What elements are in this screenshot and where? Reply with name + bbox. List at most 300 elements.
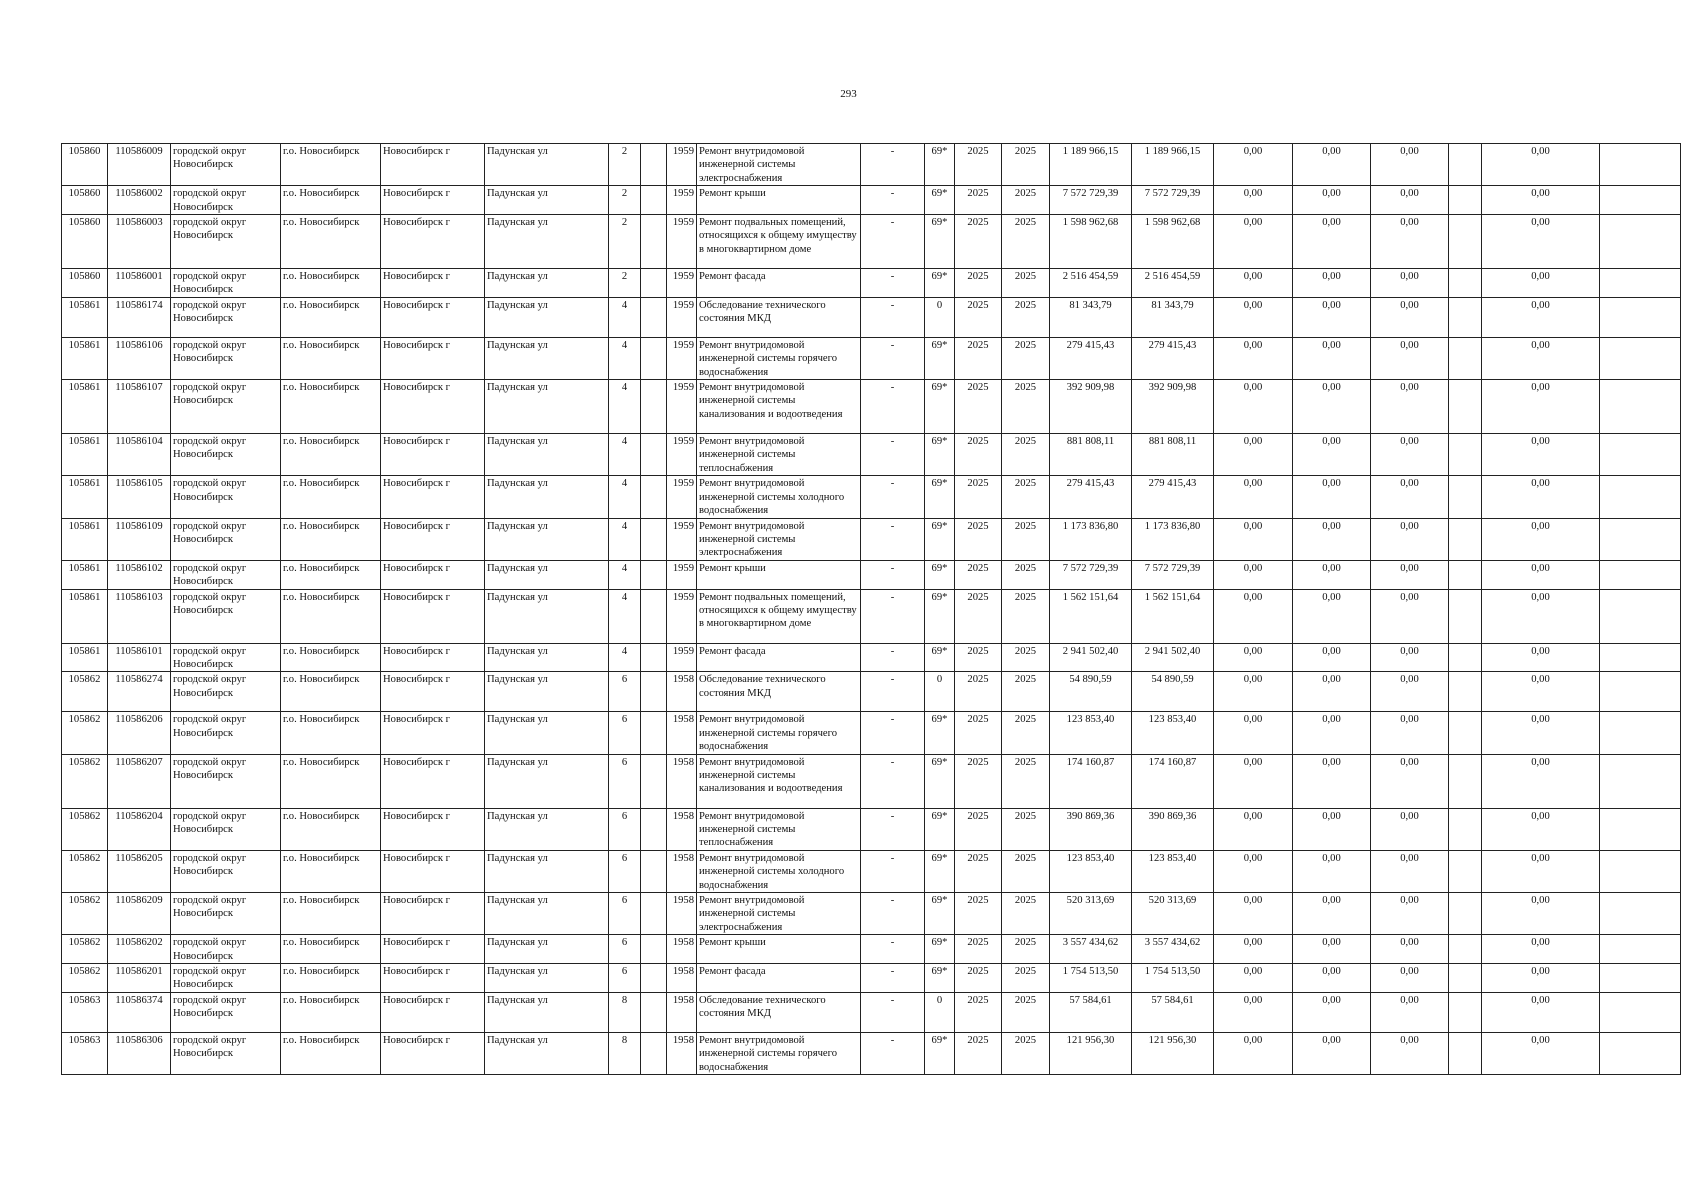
cell-value-1: 0,00 <box>1214 850 1293 892</box>
cell-value-2: 0,00 <box>1293 808 1371 850</box>
cell-value-2: 0,00 <box>1293 380 1371 434</box>
cell-empty-3 <box>1600 1032 1681 1074</box>
cell-dash: - <box>861 964 925 993</box>
cell-cost-fund: 7 572 729,39 <box>1132 560 1214 589</box>
cell-end-year: 2025 <box>1002 935 1050 964</box>
cell-build-year: 1958 <box>667 992 697 1032</box>
table-row <box>62 1032 1681 1074</box>
cell-district: г.о. Новосибирск <box>281 850 381 892</box>
cell-cost-total: 392 909,98 <box>1050 380 1132 434</box>
cell-street: Падунская ул <box>485 215 609 269</box>
cell-empty-2 <box>1449 1032 1482 1074</box>
cell-empty-3 <box>1600 935 1681 964</box>
cell-cost-fund: 57 584,61 <box>1132 992 1214 1032</box>
cell-municipality: городской округ Новосибирск <box>171 434 281 476</box>
cell-start-year: 2025 <box>955 754 1002 808</box>
cell-house-id: 105863 <box>62 992 108 1032</box>
table-body <box>62 144 1681 1075</box>
cell-house-number: 6 <box>609 712 641 754</box>
table-row <box>62 992 1681 1032</box>
cell-cost-total: 81 343,79 <box>1050 297 1132 337</box>
cell-district: г.о. Новосибирск <box>281 754 381 808</box>
cell-value-5: 0,00 <box>1482 380 1600 434</box>
cell-empty-2 <box>1449 269 1482 298</box>
cell-build-year: 1959 <box>667 337 697 379</box>
cell-build-year: 1959 <box>667 518 697 560</box>
cell-wear: 69* <box>925 589 955 643</box>
cell-build-year: 1958 <box>667 935 697 964</box>
cell-build-year: 1959 <box>667 589 697 643</box>
cell-house-id: 105861 <box>62 434 108 476</box>
cell-value-5: 0,00 <box>1482 754 1600 808</box>
cell-value-3: 0,00 <box>1371 380 1449 434</box>
cell-wear: 0 <box>925 992 955 1032</box>
cell-value-1: 0,00 <box>1214 380 1293 434</box>
cell-cost-total: 57 584,61 <box>1050 992 1132 1032</box>
cell-value-5: 0,00 <box>1482 560 1600 589</box>
cell-district: г.о. Новосибирск <box>281 476 381 518</box>
cell-work-code: 110586104 <box>108 434 171 476</box>
cell-work-type: Ремонт внутридомовой инженерной системы теплоснабжения <box>697 434 861 476</box>
cell-cost-fund: 1 189 966,15 <box>1132 144 1214 186</box>
cell-build-year: 1959 <box>667 380 697 434</box>
cell-start-year: 2025 <box>955 337 1002 379</box>
cell-street: Падунская ул <box>485 560 609 589</box>
cell-cost-total: 7 572 729,39 <box>1050 560 1132 589</box>
cell-end-year: 2025 <box>1002 476 1050 518</box>
cell-empty-3 <box>1600 269 1681 298</box>
cell-cost-total: 123 853,40 <box>1050 712 1132 754</box>
cell-end-year: 2025 <box>1002 186 1050 215</box>
cell-house-number: 4 <box>609 337 641 379</box>
cell-cost-total: 2 516 454,59 <box>1050 269 1132 298</box>
cell-value-2: 0,00 <box>1293 337 1371 379</box>
cell-dash: - <box>861 215 925 269</box>
cell-work-code: 110586207 <box>108 754 171 808</box>
cell-street: Падунская ул <box>485 754 609 808</box>
cell-house-number: 4 <box>609 643 641 672</box>
cell-end-year: 2025 <box>1002 1032 1050 1074</box>
cell-start-year: 2025 <box>955 434 1002 476</box>
cell-city: Новосибирск г <box>381 518 485 560</box>
cell-value-1: 0,00 <box>1214 712 1293 754</box>
cell-end-year: 2025 <box>1002 712 1050 754</box>
cell-work-type: Ремонт внутридомовой инженерной системы электроснабжения <box>697 144 861 186</box>
cell-value-1: 0,00 <box>1214 893 1293 935</box>
cell-house-id: 105862 <box>62 893 108 935</box>
cell-work-code: 110586102 <box>108 560 171 589</box>
cell-house-number: 6 <box>609 850 641 892</box>
cell-municipality: городской округ Новосибирск <box>171 337 281 379</box>
cell-value-2: 0,00 <box>1293 269 1371 298</box>
cell-house-number: 2 <box>609 144 641 186</box>
table-row <box>62 850 1681 892</box>
cell-empty-2 <box>1449 893 1482 935</box>
cell-municipality: городской округ Новосибирск <box>171 1032 281 1074</box>
cell-work-type: Ремонт внутридомовой инженерной системы электроснабжения <box>697 518 861 560</box>
cell-house-number: 4 <box>609 297 641 337</box>
cell-cost-total: 54 890,59 <box>1050 672 1132 712</box>
cell-work-code: 110586209 <box>108 893 171 935</box>
cell-municipality: городской округ Новосибирск <box>171 518 281 560</box>
cell-cost-fund: 2 516 454,59 <box>1132 269 1214 298</box>
cell-empty-3 <box>1600 672 1681 712</box>
cell-house-id: 105860 <box>62 269 108 298</box>
cell-build-year: 1959 <box>667 476 697 518</box>
cell-value-3: 0,00 <box>1371 672 1449 712</box>
cell-street: Падунская ул <box>485 337 609 379</box>
cell-value-5: 0,00 <box>1482 215 1600 269</box>
cell-empty <box>641 380 667 434</box>
cell-start-year: 2025 <box>955 476 1002 518</box>
cell-empty <box>641 992 667 1032</box>
cell-district: г.о. Новосибирск <box>281 215 381 269</box>
cell-city: Новосибирск г <box>381 893 485 935</box>
cell-empty <box>641 672 667 712</box>
cell-empty-3 <box>1600 476 1681 518</box>
cell-dash: - <box>861 808 925 850</box>
cell-work-type: Ремонт фасада <box>697 964 861 993</box>
cell-value-3: 0,00 <box>1371 754 1449 808</box>
cell-street: Падунская ул <box>485 935 609 964</box>
cell-cost-total: 1 754 513,50 <box>1050 964 1132 993</box>
table-row <box>62 434 1681 476</box>
cell-start-year: 2025 <box>955 964 1002 993</box>
cell-city: Новосибирск г <box>381 186 485 215</box>
cell-city: Новосибирск г <box>381 337 485 379</box>
cell-start-year: 2025 <box>955 144 1002 186</box>
cell-value-5: 0,00 <box>1482 337 1600 379</box>
cell-start-year: 2025 <box>955 186 1002 215</box>
table-row <box>62 560 1681 589</box>
cell-value-1: 0,00 <box>1214 560 1293 589</box>
cell-value-1: 0,00 <box>1214 935 1293 964</box>
cell-empty-3 <box>1600 380 1681 434</box>
table-row <box>62 672 1681 712</box>
cell-empty-2 <box>1449 754 1482 808</box>
cell-value-2: 0,00 <box>1293 434 1371 476</box>
cell-work-code: 110586009 <box>108 144 171 186</box>
cell-street: Падунская ул <box>485 672 609 712</box>
cell-municipality: городской округ Новосибирск <box>171 144 281 186</box>
cell-end-year: 2025 <box>1002 754 1050 808</box>
cell-empty-2 <box>1449 476 1482 518</box>
cell-dash: - <box>861 337 925 379</box>
cell-house-number: 6 <box>609 808 641 850</box>
cell-house-id: 105861 <box>62 476 108 518</box>
cell-district: г.о. Новосибирск <box>281 269 381 298</box>
cell-value-1: 0,00 <box>1214 337 1293 379</box>
cell-end-year: 2025 <box>1002 297 1050 337</box>
cell-start-year: 2025 <box>955 518 1002 560</box>
cell-value-2: 0,00 <box>1293 964 1371 993</box>
cell-value-2: 0,00 <box>1293 186 1371 215</box>
cell-work-type: Ремонт крыши <box>697 560 861 589</box>
cell-value-3: 0,00 <box>1371 476 1449 518</box>
cell-value-2: 0,00 <box>1293 643 1371 672</box>
cell-empty-3 <box>1600 186 1681 215</box>
cell-empty <box>641 518 667 560</box>
cell-start-year: 2025 <box>955 269 1002 298</box>
cell-empty-2 <box>1449 672 1482 712</box>
cell-value-3: 0,00 <box>1371 215 1449 269</box>
cell-work-type: Ремонт внутридомовой инженерной системы холодного водоснабжения <box>697 850 861 892</box>
cell-value-2: 0,00 <box>1293 589 1371 643</box>
cell-district: г.о. Новосибирск <box>281 337 381 379</box>
cell-house-id: 105860 <box>62 186 108 215</box>
cell-city: Новосибирск г <box>381 560 485 589</box>
cell-build-year: 1959 <box>667 297 697 337</box>
table-row <box>62 337 1681 379</box>
cell-build-year: 1959 <box>667 215 697 269</box>
table-row <box>62 712 1681 754</box>
cell-house-number: 6 <box>609 964 641 993</box>
cell-house-number: 8 <box>609 1032 641 1074</box>
cell-district: г.о. Новосибирск <box>281 992 381 1032</box>
cell-city: Новосибирск г <box>381 215 485 269</box>
cell-work-code: 110586205 <box>108 850 171 892</box>
cell-empty-2 <box>1449 518 1482 560</box>
cell-dash: - <box>861 850 925 892</box>
cell-house-number: 2 <box>609 186 641 215</box>
cell-wear: 69* <box>925 476 955 518</box>
cell-house-number: 8 <box>609 992 641 1032</box>
cell-dash: - <box>861 380 925 434</box>
cell-work-code: 110586107 <box>108 380 171 434</box>
cell-wear: 69* <box>925 186 955 215</box>
cell-start-year: 2025 <box>955 992 1002 1032</box>
cell-value-1: 0,00 <box>1214 672 1293 712</box>
cell-build-year: 1958 <box>667 964 697 993</box>
cell-house-number: 6 <box>609 893 641 935</box>
cell-street: Падунская ул <box>485 589 609 643</box>
cell-build-year: 1959 <box>667 269 697 298</box>
cell-municipality: городской округ Новосибирск <box>171 992 281 1032</box>
cell-municipality: городской округ Новосибирск <box>171 850 281 892</box>
cell-work-type: Ремонт внутридомовой инженерной системы канализования и водоотведения <box>697 754 861 808</box>
cell-end-year: 2025 <box>1002 893 1050 935</box>
cell-district: г.о. Новосибирск <box>281 589 381 643</box>
cell-value-3: 0,00 <box>1371 1032 1449 1074</box>
cell-wear: 69* <box>925 337 955 379</box>
cell-house-number: 6 <box>609 754 641 808</box>
cell-empty-3 <box>1600 850 1681 892</box>
cell-house-id: 105861 <box>62 643 108 672</box>
cell-start-year: 2025 <box>955 850 1002 892</box>
cell-municipality: городской округ Новосибирск <box>171 589 281 643</box>
cell-end-year: 2025 <box>1002 672 1050 712</box>
cell-value-5: 0,00 <box>1482 434 1600 476</box>
cell-value-1: 0,00 <box>1214 643 1293 672</box>
cell-value-5: 0,00 <box>1482 992 1600 1032</box>
cell-value-1: 0,00 <box>1214 808 1293 850</box>
cell-municipality: городской округ Новосибирск <box>171 964 281 993</box>
cell-work-code: 110586206 <box>108 712 171 754</box>
cell-value-2: 0,00 <box>1293 992 1371 1032</box>
cell-municipality: городской округ Новосибирск <box>171 808 281 850</box>
cell-value-3: 0,00 <box>1371 297 1449 337</box>
cell-work-code: 110586201 <box>108 964 171 993</box>
cell-house-id: 105861 <box>62 560 108 589</box>
cell-empty-3 <box>1600 893 1681 935</box>
cell-work-type: Ремонт внутридомовой инженерной системы канализования и водоотведения <box>697 380 861 434</box>
cell-value-5: 0,00 <box>1482 672 1600 712</box>
cell-dash: - <box>861 712 925 754</box>
cell-wear: 69* <box>925 712 955 754</box>
cell-street: Падунская ул <box>485 297 609 337</box>
cell-district: г.о. Новосибирск <box>281 518 381 560</box>
cell-wear: 69* <box>925 964 955 993</box>
cell-house-number: 6 <box>609 935 641 964</box>
table-row <box>62 144 1681 186</box>
cell-wear: 69* <box>925 893 955 935</box>
table-row <box>62 964 1681 993</box>
cell-cost-total: 1 598 962,68 <box>1050 215 1132 269</box>
cell-value-3: 0,00 <box>1371 850 1449 892</box>
cell-empty <box>641 337 667 379</box>
cell-empty <box>641 144 667 186</box>
cell-house-id: 105862 <box>62 712 108 754</box>
cell-municipality: городской округ Новосибирск <box>171 754 281 808</box>
cell-empty <box>641 297 667 337</box>
cell-value-3: 0,00 <box>1371 589 1449 643</box>
cell-district: г.о. Новосибирск <box>281 144 381 186</box>
cell-street: Падунская ул <box>485 269 609 298</box>
cell-value-5: 0,00 <box>1482 808 1600 850</box>
cell-dash: - <box>861 992 925 1032</box>
cell-empty <box>641 754 667 808</box>
cell-street: Падунская ул <box>485 476 609 518</box>
cell-wear: 69* <box>925 935 955 964</box>
cell-value-3: 0,00 <box>1371 186 1449 215</box>
cell-house-id: 105860 <box>62 144 108 186</box>
cell-value-1: 0,00 <box>1214 589 1293 643</box>
cell-wear: 69* <box>925 643 955 672</box>
cell-house-id: 105861 <box>62 297 108 337</box>
cell-work-type: Ремонт подвальных помещений, относящихся к общему имуществу в многоквартирном доме <box>697 589 861 643</box>
cell-empty <box>641 215 667 269</box>
cell-value-5: 0,00 <box>1482 518 1600 560</box>
cell-end-year: 2025 <box>1002 589 1050 643</box>
cell-wear: 69* <box>925 1032 955 1074</box>
cell-municipality: городской округ Новосибирск <box>171 935 281 964</box>
cell-empty-2 <box>1449 297 1482 337</box>
cell-empty-2 <box>1449 643 1482 672</box>
cell-district: г.о. Новосибирск <box>281 964 381 993</box>
cell-empty <box>641 589 667 643</box>
cell-empty <box>641 1032 667 1074</box>
cell-build-year: 1958 <box>667 712 697 754</box>
cell-end-year: 2025 <box>1002 269 1050 298</box>
cell-dash: - <box>861 560 925 589</box>
cell-value-2: 0,00 <box>1293 850 1371 892</box>
cell-cost-total: 1 562 151,64 <box>1050 589 1132 643</box>
cell-value-2: 0,00 <box>1293 893 1371 935</box>
cell-house-id: 105862 <box>62 808 108 850</box>
table-row <box>62 754 1681 808</box>
cell-district: г.о. Новосибирск <box>281 893 381 935</box>
cell-dash: - <box>861 935 925 964</box>
cell-start-year: 2025 <box>955 893 1002 935</box>
cell-house-id: 105862 <box>62 935 108 964</box>
cell-value-3: 0,00 <box>1371 560 1449 589</box>
cell-dash: - <box>861 186 925 215</box>
cell-empty-2 <box>1449 215 1482 269</box>
cell-cost-fund: 3 557 434,62 <box>1132 935 1214 964</box>
cell-cost-fund: 881 808,11 <box>1132 434 1214 476</box>
cell-work-code: 110586374 <box>108 992 171 1032</box>
cell-value-1: 0,00 <box>1214 518 1293 560</box>
cell-house-number: 4 <box>609 518 641 560</box>
page-number: 293 <box>840 88 857 100</box>
cell-empty-3 <box>1600 808 1681 850</box>
cell-cost-fund: 174 160,87 <box>1132 754 1214 808</box>
cell-district: г.о. Новосибирск <box>281 672 381 712</box>
cell-build-year: 1958 <box>667 754 697 808</box>
cell-value-2: 0,00 <box>1293 215 1371 269</box>
cell-value-2: 0,00 <box>1293 297 1371 337</box>
cell-city: Новосибирск г <box>381 476 485 518</box>
cell-city: Новосибирск г <box>381 964 485 993</box>
cell-start-year: 2025 <box>955 643 1002 672</box>
cell-city: Новосибирск г <box>381 850 485 892</box>
cell-empty-3 <box>1600 144 1681 186</box>
cell-value-1: 0,00 <box>1214 186 1293 215</box>
cell-work-type: Ремонт внутридомовой инженерной системы теплоснабжения <box>697 808 861 850</box>
cell-empty <box>641 712 667 754</box>
cell-work-code: 110586003 <box>108 215 171 269</box>
cell-value-3: 0,00 <box>1371 992 1449 1032</box>
cell-empty-2 <box>1449 337 1482 379</box>
cell-value-3: 0,00 <box>1371 144 1449 186</box>
cell-dash: - <box>861 518 925 560</box>
cell-municipality: городской округ Новосибирск <box>171 215 281 269</box>
cell-value-5: 0,00 <box>1482 643 1600 672</box>
cell-value-1: 0,00 <box>1214 215 1293 269</box>
cell-end-year: 2025 <box>1002 144 1050 186</box>
cell-value-5: 0,00 <box>1482 144 1600 186</box>
cell-value-1: 0,00 <box>1214 992 1293 1032</box>
cell-work-code: 110586103 <box>108 589 171 643</box>
cell-district: г.о. Новосибирск <box>281 643 381 672</box>
cell-build-year: 1959 <box>667 186 697 215</box>
cell-house-number: 4 <box>609 589 641 643</box>
cell-work-type: Ремонт подвальных помещений, относящихся к общему имуществу в многоквартирном доме <box>697 215 861 269</box>
cell-street: Падунская ул <box>485 643 609 672</box>
cell-value-3: 0,00 <box>1371 935 1449 964</box>
cell-end-year: 2025 <box>1002 964 1050 993</box>
table-row <box>62 935 1681 964</box>
cell-value-1: 0,00 <box>1214 1032 1293 1074</box>
cell-street: Падунская ул <box>485 144 609 186</box>
cell-wear: 69* <box>925 144 955 186</box>
cell-build-year: 1958 <box>667 1032 697 1074</box>
cell-cost-fund: 520 313,69 <box>1132 893 1214 935</box>
cell-district: г.о. Новосибирск <box>281 808 381 850</box>
cell-work-type: Ремонт фасада <box>697 269 861 298</box>
cell-house-number: 4 <box>609 434 641 476</box>
cell-work-code: 110586001 <box>108 269 171 298</box>
cell-house-id: 105861 <box>62 337 108 379</box>
cell-house-id: 105861 <box>62 380 108 434</box>
cell-municipality: городской округ Новосибирск <box>171 643 281 672</box>
cell-build-year: 1959 <box>667 144 697 186</box>
cell-municipality: городской округ Новосибирск <box>171 712 281 754</box>
cell-start-year: 2025 <box>955 712 1002 754</box>
cell-cost-fund: 123 853,40 <box>1132 850 1214 892</box>
cell-street: Падунская ул <box>485 893 609 935</box>
cell-start-year: 2025 <box>955 215 1002 269</box>
